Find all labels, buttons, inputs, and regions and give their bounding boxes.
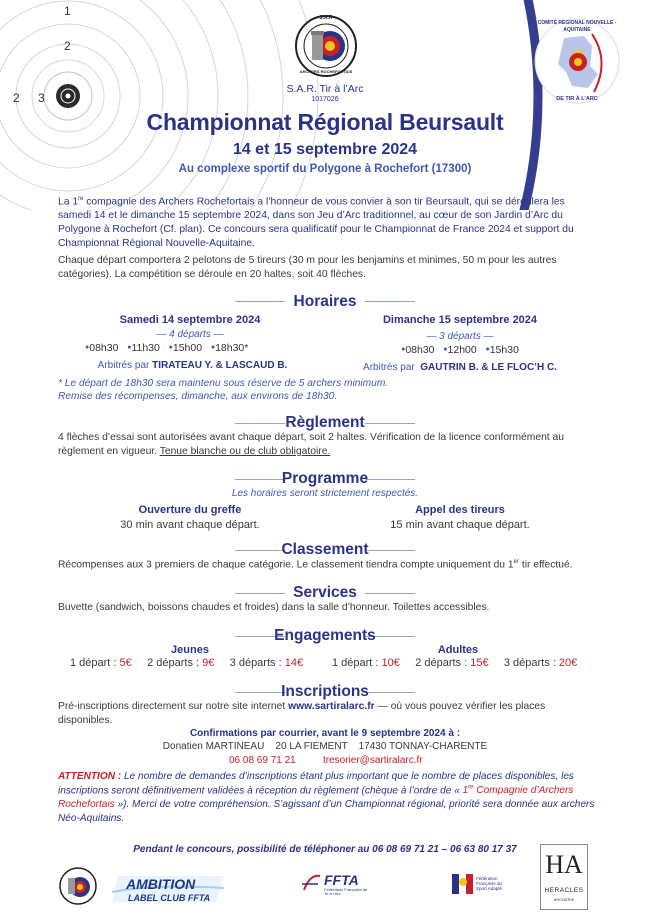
price-item: 1 départ : 10€ — [332, 657, 400, 669]
sunday-times: ●08h30 ●12h00 ●15h30 — [401, 344, 519, 356]
greffe-text: 30 min avant chaque départ. — [120, 519, 260, 531]
ffta-subtitle: Fédération Française de Tir à l’Arc — [324, 887, 368, 897]
footer-phone-line: Pendant le concours, possibilité de téléphoner au 06 08 69 71 21 – 06 63 80 17 37 — [133, 844, 517, 855]
heracles-name: HERACLES — [544, 887, 584, 894]
sunday-arbitres: Arbitrés par GAUTRIN B. & LE FLOC’H C. — [363, 362, 557, 373]
sunday-time: 08h30 — [405, 344, 435, 356]
sunday-time: 15h30 — [489, 344, 519, 356]
target-label-3: 3 — [38, 91, 45, 105]
page-title: Championnat Régional Beursault — [146, 109, 504, 135]
phone-number: 06 08 69 71 21 — [229, 755, 296, 766]
appel-title: Appel des tireurs — [415, 504, 505, 516]
sunday-title: Dimanche 15 septembre 2024 — [382, 314, 538, 326]
saturday-title: Samedi 14 septembre 2024 — [119, 314, 261, 326]
horaires-notes — [58, 377, 598, 404]
sport-adapte-text: Fédération Française du Sport Adapté — [476, 876, 503, 892]
section-title-engagements: Engagements — [274, 627, 376, 644]
intro-paragraph-1: La 1re compagnie des Archers Rochefortais a l’honneur de vous convier à son tir Beursault, qui se déroulera les samedi 14 et le dimanche 15 septembre 2024, dans son Jeu d’Arc traditionnel, au cœur de son Jardin d’Arc du Polygone à Rochefort (Cf. plan). Ce concours sera qualificatif pour le Championnat de France 2024 et support du Championnat Régional Nouvelle-Aquitaine. — [58, 196, 574, 250]
section-title-services: Services — [293, 584, 357, 601]
inscriptions-text: Pré-inscriptions directement sur notre site internet www.sartiralarc.fr — où vous pouvez vérifier les places disponibles. — [58, 701, 546, 726]
jeunes-title: Jeunes — [171, 644, 209, 656]
section-title-horaires: Horaires — [293, 293, 357, 310]
saturday-times: ●08h30 ●11h30 ●15h00 ●18h30* — [85, 342, 249, 354]
sunday-departs: — 3 départs — — [426, 331, 494, 342]
saturday-arbitres: Arbitrés par TIRATEAU Y. & LASCAUD B. — [97, 360, 288, 371]
adultes-prices — [332, 656, 602, 671]
ambition-label-logo — [112, 872, 226, 906]
club-name: S.A.R. Tir à l’Arc — [286, 83, 364, 95]
intro-paragraph-2: Chaque départ comportera 2 pelotons de 5 tireurs (30 m pour les benjamins et minimes, 50 m pour les autres catégories). La compétition se déroule en 20 haltes, soit 40 flèches. — [58, 255, 557, 280]
comite-logo-top-text: COMITÉ RÉGIONAL NOUVELLE - AQUITAINE — [537, 20, 617, 33]
event-venue: Au complexe sportif du Polygone à Rochefort (17300) — [178, 163, 472, 175]
club-logo-ring-text: ARCHERS ROCHEFORTAIS — [299, 69, 353, 74]
club-number: 1017026 — [311, 96, 339, 103]
ffta-text: FFTA — [324, 872, 359, 888]
site-link[interactable]: www.sartiralarc.fr — [288, 701, 375, 712]
appel-text: 15 min avant chaque départ. — [390, 519, 530, 531]
ffta-logo — [300, 870, 372, 900]
target-label-2-left: 2 — [13, 91, 20, 105]
ambition-text: AMBITION — [126, 876, 196, 892]
price-item: 2 départs : 15€ — [415, 657, 489, 669]
attention-note: ATTENTION : Le nombre de demandes d’inscriptions étant plus important que le nombre de places disponibles, les inscriptions seront définitivement validées à réception du règlement (chèque à l’ordre de « 1re Compagnie d’Archers Rochefortais »). Merci de votre compréhension. S’agissant d’un Championnat régional, priorité sera donnée aux archers Néo-Aquitains. — [58, 771, 595, 825]
email-link[interactable]: tresorier@sartiralarc.fr — [323, 755, 423, 766]
saturday-time: 08h30 — [89, 342, 119, 354]
classement-text: Récompenses aux 3 premiers de chaque catégorie. Le classement tiendra compte uniquement du 1er tir effectué. — [58, 559, 573, 571]
sport-adapte-logo — [452, 873, 512, 895]
greffe-title: Ouverture du greffe — [138, 504, 242, 516]
sunday-time: 12h00 — [447, 344, 477, 356]
event-dates: 14 et 15 septembre 2024 — [232, 141, 418, 158]
heracles-logo — [540, 844, 588, 910]
target-label-2: 2 — [64, 39, 71, 53]
section-title-inscriptions: Inscriptions — [281, 683, 369, 700]
price-item: 2 départs : 9€ — [147, 657, 215, 669]
saturday-departs: — 4 départs — — [156, 329, 224, 340]
club-logo-small — [58, 866, 98, 906]
programme-subtitle: Les horaires seront strictement respectés. — [231, 488, 419, 499]
horaires-note: * Le départ de 18h30 sera maintenu sous réserve de 5 archers minimum. — [58, 378, 389, 389]
price-item: 3 départs : 14€ — [229, 657, 304, 669]
jeunes-prices — [70, 656, 330, 671]
reglement-text: 4 flèches d’essai sont autorisées avant chaque départ, soit 2 haltes. Vérification de la licence conformément au règlement en vigueur. Tenue blanche ou de club obligatoire. — [58, 432, 564, 457]
services-text: Buvette (sandwich, boissons chaudes et froides) dans la salle d’honneur. Toilettes accessibles. — [58, 602, 490, 613]
price-item: 3 départs : 20€ — [503, 657, 578, 669]
label-club-text: LABEL CLUB FFTA — [128, 893, 211, 903]
comite-regional-logo — [532, 16, 622, 106]
saturday-time: 18h30* — [215, 342, 249, 354]
section-title-classement: Classement — [281, 541, 369, 558]
section-title-reglement: Règlement — [285, 414, 365, 431]
comite-logo-bottom-text: DE TIR À L’ARC — [556, 96, 598, 102]
section-title-programme: Programme — [281, 470, 369, 487]
saturday-time: 15h00 — [172, 342, 203, 354]
adultes-title: Adultes — [437, 644, 479, 656]
heracles-mark: HA — [545, 850, 583, 879]
club-logo — [294, 14, 358, 78]
club-logo-top-text: S.A.R — [319, 15, 333, 21]
horaires-note: Remise des récompenses, dimanche, aux environs de 18h30. — [58, 391, 338, 403]
price-item: 1 départ : 5€ — [70, 657, 132, 669]
saturday-time: 11h30 — [131, 342, 160, 354]
postal-address: Donatien MARTINEAU 20 LA FIEMENT 17430 TONNAY-CHARENTE — [162, 741, 488, 752]
courrier-title: Confirmations par courrier, avant le 9 septembre 2024 à : — [189, 728, 461, 739]
heracles-sub: ARCHERIE — [553, 897, 575, 902]
target-label-1: 1 — [64, 4, 71, 18]
